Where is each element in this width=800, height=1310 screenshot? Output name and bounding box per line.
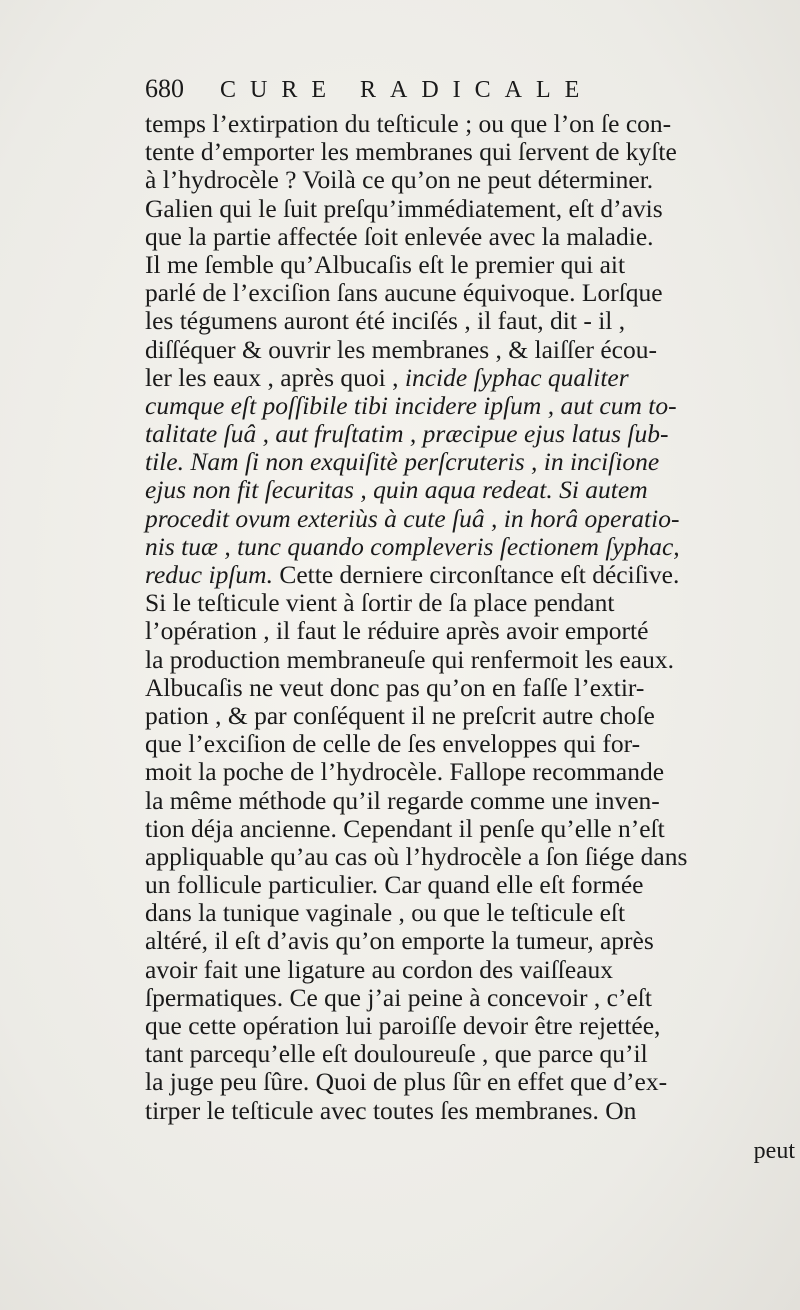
- text-segment: parlé de l’exciſion ſans aucune équivoque. Lorſque: [145, 278, 663, 308]
- text-line: [145, 702, 795, 730]
- text-line: [145, 279, 795, 307]
- text-segment: diſſéquer & ouvrir les membranes , & laiſſer écou-: [145, 334, 657, 364]
- text-line: [145, 899, 795, 927]
- text-line: [145, 392, 795, 420]
- text-line: [145, 364, 795, 392]
- italic-segment: ejus non fit ſecuritas , quin aqua redeat. Si autem: [145, 475, 648, 505]
- text-segment: que cette opération lui paroiſſe devoir être rejettée,: [145, 1011, 661, 1040]
- text-segment: tente d’emporter les membranes qui ſervent de kyſte: [145, 137, 677, 167]
- text-line: [145, 420, 795, 448]
- text-line: [145, 251, 795, 279]
- italic-segment: cumque eſt poſſibile tibi incidere ipſum , aut cum to-: [145, 390, 677, 420]
- text-line: [145, 617, 795, 645]
- text-line: [145, 927, 795, 955]
- italic-segment: tile. Nam ſi non exquiſitè perſcruteris , in inciſione: [145, 447, 660, 477]
- text-line: [145, 815, 795, 843]
- text-segment: tion déja ancienne. Cependant il penſe qu’elle n’eſt: [145, 813, 665, 843]
- body-text: [145, 110, 795, 1125]
- text-line: [145, 1040, 795, 1068]
- text-segment: l’opération , il faut le réduire après avoir emporté: [145, 616, 649, 646]
- text-segment: avoir fait une ligature au cordon des vaiſſeaux: [145, 954, 614, 984]
- running-header: [145, 74, 785, 114]
- text-segment: Cette derniere circonſtance eſt déciſive.: [272, 560, 680, 589]
- italic-segment: talitate ſuâ , aut fruſtatim , præcipue ejus latus ſub-: [145, 419, 669, 449]
- text-line: [145, 223, 795, 251]
- running-title: CURE RADICALE: [220, 77, 594, 103]
- text-line: [145, 448, 795, 476]
- text-segment: Il me ſemble qu’Albucaſis eſt le premier qui ait: [145, 249, 626, 279]
- text-line: [145, 505, 795, 533]
- text-line: [145, 589, 795, 617]
- text-segment: tirper le teſticule avec toutes ſes membranes. On: [145, 1095, 637, 1125]
- text-line: [145, 476, 795, 504]
- text-line: [145, 730, 795, 758]
- text-segment: tant parcequ’elle eſt douloureuſe , que parce qu’il: [145, 1039, 648, 1069]
- text-segment: que l’exciſion de celle de ſes enveloppes qui for-: [145, 729, 641, 759]
- text-line: [145, 533, 795, 561]
- text-segment: temps l’extirpation du teſticule ; ou que l’on ſe con-: [145, 109, 672, 138]
- page-number: 680: [145, 74, 184, 103]
- text-line: [145, 166, 795, 194]
- text-line: [145, 561, 795, 589]
- text-line: [145, 307, 795, 335]
- text-line: [145, 195, 795, 223]
- text-segment: que la partie affectée ſoit enlevée avec la maladie.: [145, 221, 654, 251]
- text-segment: un follicule particulier. Car quand elle eſt formée: [145, 870, 644, 900]
- text-line: [145, 138, 795, 166]
- text-segment: dans la tunique vaginale , ou que le teſticule eſt: [145, 898, 626, 928]
- text-line: [145, 1068, 795, 1096]
- italic-segment: reduc ipſum.: [145, 560, 273, 589]
- text-segment: pation , & par conſéquent il ne preſcrit autre choſe: [145, 700, 655, 730]
- catchword: peut: [753, 1138, 795, 1164]
- text-line: [145, 336, 795, 364]
- text-segment: Galien qui le ſuit preſqu’immédiatement, eſt d’avis: [145, 193, 663, 223]
- text-line: [145, 110, 795, 138]
- text-line: [145, 674, 795, 702]
- text-segment: altéré, il eſt d’avis qu’on emporte la tumeur, après: [145, 926, 654, 956]
- italic-segment: incide ſyphac qualiter: [404, 362, 629, 392]
- text-segment: Albucaſis ne veut donc pas qu’on en faſſe l’extir-: [145, 672, 645, 702]
- text-segment: la juge peu ſûre. Quoi de plus ſûr en effet que d’ex-: [145, 1067, 668, 1097]
- text-segment: ſpermatiques. Ce que j’ai peine à concevoir , c’eſt: [145, 982, 652, 1012]
- text-line: [145, 646, 795, 674]
- text-segment: les tégumens auront été inciſés , il faut, dit - il ,: [145, 306, 626, 336]
- text-segment: appliquable qu’au cas où l’hydrocèle a ſon ſiége dans: [145, 841, 688, 871]
- text-line: [145, 1012, 795, 1040]
- text-segment: ler les eaux , après quoi ,: [145, 362, 405, 392]
- text-line: [145, 758, 795, 786]
- italic-segment: nis tuæ , tunc quando compleveris ſectionem ſyphac,: [145, 531, 680, 561]
- text-line: [145, 787, 795, 815]
- text-line: [145, 871, 795, 899]
- text-segment: Si le teſticule vient à ſortir de ſa place pendant: [145, 588, 615, 618]
- text-segment: à l’hydrocèle ? Voilà ce qu’on ne peut déterminer.: [145, 165, 654, 195]
- italic-segment: procedit ovum exteriùs à cute ſuâ , in horâ operatio-: [145, 503, 680, 533]
- text-segment: la même méthode qu’il regarde comme une inven-: [145, 785, 660, 815]
- text-segment: moit la poche de l’hydrocèle. Fallope recommande: [145, 757, 665, 787]
- text-line: [145, 956, 795, 984]
- text-line: [145, 1097, 795, 1125]
- text-segment: la production membraneuſe qui renfermoit les eaux.: [145, 644, 674, 674]
- text-line: [145, 843, 795, 871]
- text-line: [145, 984, 795, 1012]
